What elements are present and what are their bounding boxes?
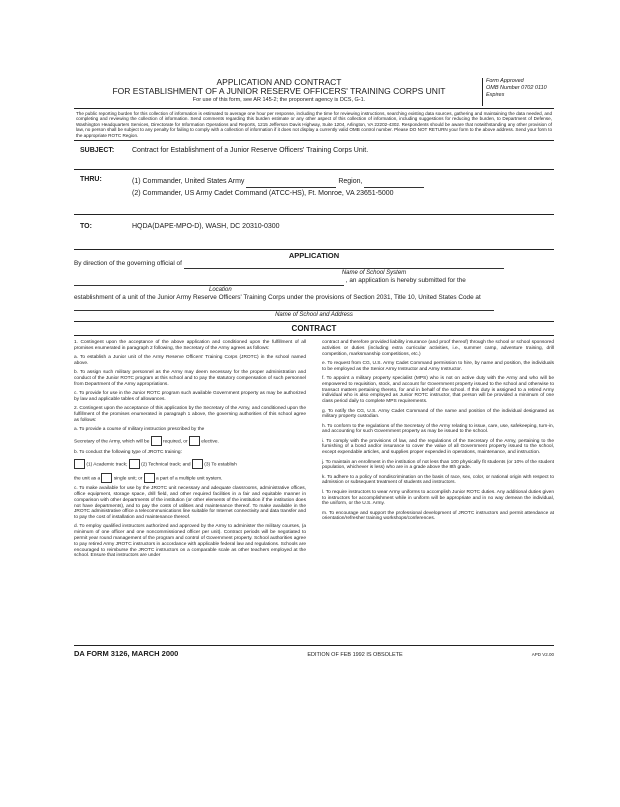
- required-checkbox[interactable]: [151, 436, 162, 446]
- clause-2j: j. To maintain an enrollment in the institution of not less than 100 physically fit students (or 10% of the student population, whichever is less) who are in a grade above the 8th grade.: [322, 459, 554, 471]
- clause-2k: k. To adhere to a policy of nondiscrimination on the basis of race, sex, color, or national origin with respect to admission or subsequent treatment of students and instructors.: [322, 474, 554, 486]
- clause-2m: m. To encourage and support the professional development of JROTC instructors and permit attendance at orientation/refresher training workshops/conferences.: [322, 510, 554, 522]
- clause-2l: l. To require instructors to wear Army uniforms to accomplish Junior ROTC duties. Any additional duties given to instructors for accomplishment while in uniform will be appropriate and in no way demean the individual, the uniform, or the U.S. Army.: [322, 489, 554, 507]
- clause-2b-unit: the unit as a single unit; or a part of a multiple unit system.: [74, 473, 306, 483]
- clause-2b: b. To conduct the following type of JROTC training:: [74, 449, 182, 455]
- to-text: HQDA(DAPE-MPO-D), WASH, DC 20310-0300: [132, 223, 280, 231]
- establish-checkbox[interactable]: [192, 459, 203, 469]
- contract-left-column: [74, 340, 306, 645]
- subject-text: Contract for Establishment of a Junior Reserve Officers' Training Corps Unit.: [132, 147, 369, 155]
- location-field[interactable]: [74, 277, 344, 286]
- form-number: DA FORM 3126, MARCH 2000: [74, 649, 179, 659]
- form-page: [74, 78, 554, 658]
- clause-2d: d. To employ qualified instructors authorized and approved by the Army to administer the military courses, (a minimum of one officer and one noncommissioned officer per unit). Contract periods will be negotiated to permit year round management of the program and control of Government property. School authorities agree to pay retired Army JROTC instructors in accordance with applicable federal law and regulations. Schools are encouraged to reimburse the JROTC instructors on a comparable scale as other teachers employed at the school. Ensure that instructors are under: [74, 524, 306, 559]
- clause-1c: c. To provide for use in the Junior ROTC program such available Government property as may be authorized by law and applicable tables of allowances.: [74, 391, 306, 402]
- elective-checkbox[interactable]: [189, 436, 200, 446]
- clause-2c: c. To make available for use by the JROTC unit necessary and adequate classrooms, administrative offices, office equipment, storage space, drill field, and other required facilities in a fair and equitable manner in comparison with other departments of the institution (or other elements of the institution if the institution does not have departments), and to pay the costs of utilities and maintenance thereof. To make available in the JROTC administrative office a telecommunications line suitable for Internet connectivity and data transfer and to pay the cost of installation and maintenance thereof.: [74, 486, 306, 521]
- apd-version: APD V2.00: [531, 652, 554, 658]
- school-address-field[interactable]: [74, 302, 494, 311]
- thru-label: THRU:: [80, 176, 102, 184]
- form-footer: [74, 646, 554, 658]
- contract-heading: CONTRACT: [74, 322, 554, 336]
- clause-2a: a. To provide a course of military instruction prescribed by the: [74, 427, 205, 433]
- to-row: [74, 215, 554, 250]
- school-system-field[interactable]: [184, 260, 504, 269]
- school-system-caption: Name of School System: [341, 270, 407, 277]
- omb-number: OMB Number 0702 0110: [486, 85, 547, 91]
- clause-2e: e. To request from CG, U.S. Army Cadet Command permission to hire, by name and position, the individuals to be employed as the Senior Army Instructor and Army Instructor.: [322, 360, 554, 372]
- form-approved: Form Approved: [486, 78, 524, 84]
- technical-track-checkbox[interactable]: [129, 459, 140, 469]
- school-address-caption: Name of School and Address: [275, 312, 353, 319]
- app-line1: By direction of the governing official of: [74, 260, 182, 268]
- clause-1: 1. Contingent upon the acceptance of the above application and conditioned upon the fulfillment of all promises enumerated in paragraph 2 following, the Secretary of the Army agrees as follows:: [74, 340, 306, 351]
- form-title-line1: APPLICATION AND CONTRACT: [216, 77, 342, 87]
- clause-2d-cont: contract and therefore provided liability insurance (and proof thereof) through the school or school sponsored activities or duties (including extra curricular activities, i.e., summer camp, adventure training, drill competition, marksmanship competitions, etc.): [322, 340, 554, 357]
- thru-line1: (1) Commander, United States Army: [132, 178, 245, 186]
- to-label: TO:: [80, 223, 92, 231]
- clause-2g: g. To notify the CG, U.S. Army Cadet Command of the name and position of the individual designated as military property custodian.: [322, 408, 554, 420]
- omb-box: [482, 78, 554, 106]
- subject-row: [74, 141, 554, 170]
- clause-2h: h. To conform to the regulations of the Secretary of the Army relating to issue, care, use, safekeeping, turn-in, and accounting for such Government property as may be issued to the school.: [322, 423, 554, 435]
- clause-1a: a. To establish a Junior unit of the Army Reserve Officers' Training Corps (JROTC) in the school named above.: [74, 355, 306, 366]
- clause-2b-tracks: (1) Academic track; (2) Technical track; and (3) To establish: [74, 459, 306, 469]
- thru-line2: (2) Commander, US Army Cadet Command (ATCC-HS), Ft. Monroe, VA 23651-5000: [132, 190, 394, 198]
- region-field-2[interactable]: [364, 176, 424, 188]
- single-unit-checkbox[interactable]: [101, 473, 112, 483]
- region-label: Region,: [338, 178, 363, 186]
- academic-track-checkbox[interactable]: [74, 459, 85, 469]
- location-caption: Location: [209, 287, 232, 294]
- region-field[interactable]: [246, 176, 336, 188]
- clause-2f: f. To appoint a military property specialist (MPS) who is not on active duty with the Army and who will be empowered to requisition, stock, and account for Government property issued to the school and otherwise to transact matters pertaining thereto, for and in behalf of the school. If this duty is assigned to a retired Army individual who is also employed as Junior ROTC instructor, that person will be provided a minimum of one class period daily to complete MPS requirements.: [322, 376, 554, 405]
- form-use-note: For use of this form, see AR 145-2; the proponent agency is DCS, G-1.: [192, 97, 366, 103]
- contract-right-column: [322, 340, 554, 645]
- form-header: [74, 78, 554, 109]
- edition-note: EDITION OF FEB 1992 IS OBSOLETE: [307, 652, 403, 659]
- omb-expires: Expires: [486, 92, 505, 98]
- thru-row: [74, 170, 554, 215]
- application-section: [74, 250, 554, 322]
- clause-2a-choice: Secretary of the Army, which will be required, or elective.: [74, 436, 306, 446]
- app-line3: establishment of a unit of the Junior Army Reserve Officers' Training Corps under the provisions of Section 2031, Title 10, United States Code at: [74, 294, 481, 302]
- clause-2i: i. To comply with the provisions of law, and the regulations of the Secretary of the Army, pertaining to the furnishing of a bond and/or insurance to cover the value of all Government property issued to the school, except expendable articles, and supplies proper expended in operations, maintenance, and instruction.: [322, 438, 554, 456]
- application-heading: APPLICATION: [288, 251, 340, 261]
- subject-label: SUBJECT:: [80, 147, 115, 155]
- multiple-unit-checkbox[interactable]: [144, 473, 155, 483]
- clause-1b: b. To assign such military personnel as the Army may deem necessary for the proper administration and conduct of the Junior ROTC program at this school and to pay the statutory compensation of such personnel from Department of the Army appropriations.: [74, 370, 306, 387]
- clause-2: 2. Contingent upon the acceptance of this application by the Secretary of the Army, and conditioned upon the fulfillment of the promises enumerated in paragraph 1 above, the governing authorities of this school agree as follows:: [74, 406, 306, 423]
- burden-statement: The public reporting burden for this collection of information is estimated to average one hour per response, including the time for reviewing instructions, searching existing data sources, gathering and maintaining the data needed, and completing and reviewing the collection of information. Send comments regarding this burden estimate or any other aspect of this collection of information, including suggestions for reducing the burden, to Department of Defense, Washington Headquarters Services, Directorate for Information Operations and Reports, 1215 Jefferson Davis Highway, Suite 1204, Arlington, VA 22202-4302. Respondents should be aware that notwithstanding any other provision of law, no person shall be subject to any penalty for failing to comply with a collection of information if it does not display a currently valid OMB control number. Please DO NOT RETURN your form to the above address. Send your form to the appropriate ROTC Region.: [74, 109, 554, 141]
- contract-body: [74, 336, 554, 646]
- app-line2: , an application is hereby submitted for the: [345, 277, 466, 285]
- form-title-line2: FOR ESTABLISHMENT OF A JUNIOR RESERVE OFFICERS' TRAINING CORPS UNIT: [112, 86, 446, 96]
